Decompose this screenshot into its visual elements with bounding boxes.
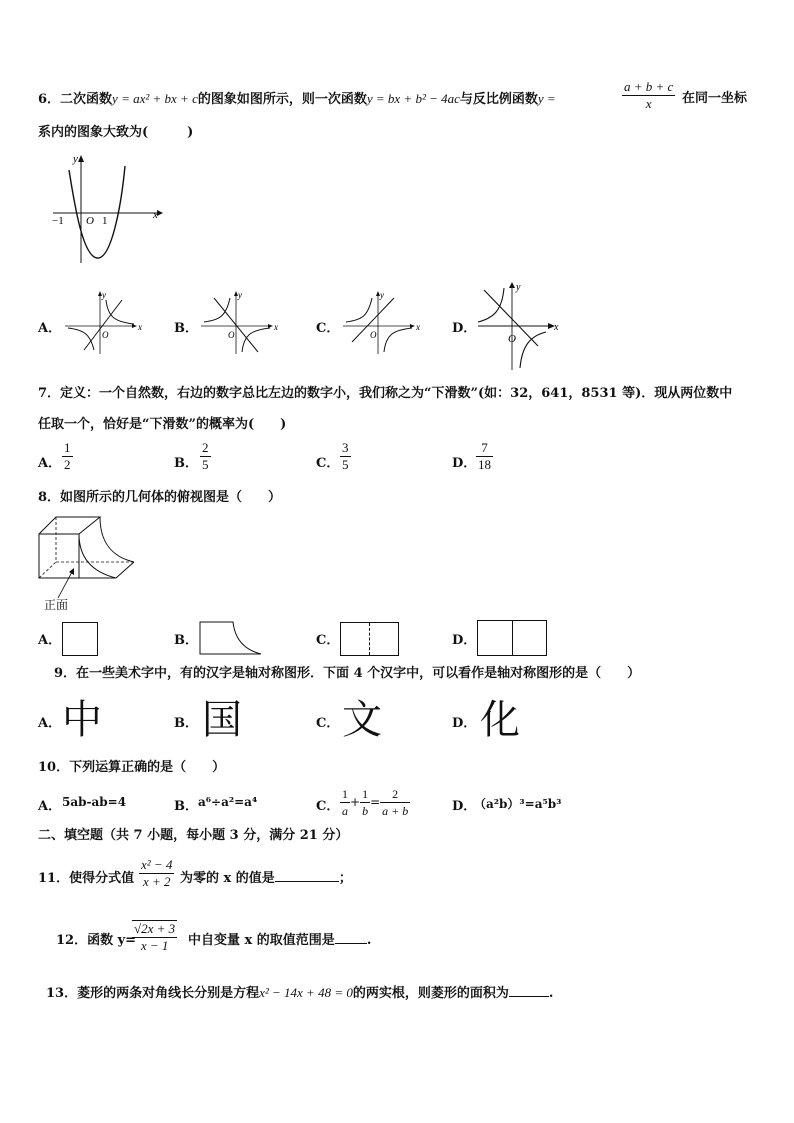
q7-b-den: 5 [202,457,209,472]
q12-end: . [366,933,372,948]
q6-option-b-graph [196,288,281,358]
q10-c-d2: b [362,804,369,818]
q13-prefix: 13．菱形的两条对角线长分别是方程 [46,986,260,1001]
q7-line1: 7．定义：一个自然数，右边的数字总比左边的数字小，我们称之为“下滑数”(如：32，641，8531 等)．现从两位数中 [38,386,733,401]
q6-option-d-label: D． [452,321,477,336]
q6-c-x-label: x [416,322,420,332]
q6-a-hyperbola-upper [106,300,134,324]
q7-line2: 任取一个，恰好是“下滑数”的概率为( ) [38,417,287,432]
q6-option-a-label: A． [38,321,62,336]
q8-option-a-square [62,622,98,656]
q6-b-hyperbola-lower [242,328,270,352]
q8-option-d-solid-line [512,621,513,655]
q9-option-d-char: 化 [480,697,520,743]
q7-a-den: 2 [64,457,71,472]
q6-quadratic-eq: y = ax² + bx + c [112,91,198,106]
q8-line1: 8．如图所示的几何体的俯视图是（ ） [38,490,282,505]
q12-fraction [132,920,177,954]
q6-a-x-label: x [138,322,142,332]
q9-line1: 9．在一些美术字中，有的汉字是轴对称图形．下面 4 个汉字中，可以看作是轴对称图形的是（ ） [54,666,641,681]
q10-option-c-expression [340,786,410,819]
q6-parabola-curve [69,166,125,258]
q9-option-c-char: 文 [342,697,382,743]
q7-option-a-label: A． [38,456,62,471]
q6-mid2: 与反比例函数 [459,92,538,107]
q11-fraction [139,857,174,890]
q7-option-c-label: C． [316,456,340,471]
q7-d-den: 18 [478,457,491,472]
q13-row [46,983,553,1004]
q10-c-n1: 1 [342,787,348,801]
q7-b-num: 2 [202,440,209,455]
q6-a-origin: O [102,330,109,340]
q10-option-a-label: A． [38,799,62,814]
q8-option-a-label: A． [38,633,62,648]
q10-option-b-label: B． [174,799,198,814]
q6-suffix: 在同一坐标 [682,91,748,106]
q6-line1 [38,86,556,112]
q7-option-a-fraction [62,440,73,473]
q9-option-a-char: 中 [62,697,102,743]
q10-option-d-label: D． [452,799,477,814]
q6-d-x-label: x [554,322,559,333]
q6-option-b-label: B． [174,321,198,336]
q6-option-c-graph [338,288,423,358]
q6-prefix: 6．二次函数 [38,92,113,107]
q13-suffix: 的两实根，则菱形的面积为 [352,986,509,1001]
q11-suffix: 为零的 x 的值是 [180,871,275,886]
q8-solid-figure [36,512,140,598]
q9-option-a-label: A． [38,716,62,731]
q10-c-frac1 [340,786,350,819]
q10-c-n2: 1 [362,787,369,801]
q12-suffix-row [188,931,371,951]
q9-option-b-char: 国 [202,697,242,743]
q11-num: x² − 4 [141,857,173,872]
q8-option-b-shape [199,620,263,656]
q12-answer-blank[interactable] [335,943,367,944]
q10-c-frac2 [360,786,370,819]
q6-linear-eq: y = bx + b² − 4ac [366,91,460,106]
q8-front-label: 正面 [44,598,69,612]
q8-option-c-dashed-line [369,623,370,655]
q11-answer-blank[interactable] [275,881,339,882]
q6-c-hyperbola-upper [346,298,372,322]
q10-c-n3: 2 [380,786,410,803]
q11-end: ； [338,871,352,886]
q13-equation: x² − 14x + 48 = 0 [259,985,353,1000]
q6-d-y-label: y [516,282,521,293]
q12-suffix: 中自变量 x 的取值范围是 [188,933,335,948]
q6-mid1: 的图象如图所示，则一次函数 [197,92,367,107]
q12-prefix: 12．函数 y= [56,933,137,948]
q10-option-b-text: a⁶÷a²=a⁴ [198,795,258,809]
q6-graph-y-arrow [78,155,84,162]
q6-graph-neg1: −1 [52,215,64,227]
q7-option-c-fraction [340,440,351,473]
q8-option-d-label: D． [452,633,477,648]
q6-option-a-graph [60,288,145,358]
q6-parabola-graph [45,148,175,268]
q10-option-d-text: （a²b）³=a⁵b³ [474,797,562,811]
q6-graph-one: 1 [102,215,108,227]
q9-option-d-label: D． [452,716,477,731]
q6-b-y-label: y [238,290,242,300]
q8-option-b-label: B． [174,633,198,648]
q6-d-origin: O [508,333,516,345]
q10-c-d3: a + b [382,804,409,818]
q10-c-d1: a [342,804,348,818]
q10-option-c-label: C． [316,799,340,814]
q6-graph-x-arrow [157,210,163,216]
q6-c-y-label: y [380,290,384,300]
q6-c-hyperbola-lower [384,328,412,352]
q6-a-hyperbola-lower [68,328,94,350]
q6-line2: 系内的图象大致为( ) [38,125,194,140]
q10-line1: 10．下列运算正确的是（ ） [38,760,226,775]
q10-c-eq: = [370,795,381,809]
q7-option-b-fraction [200,440,211,473]
q10-option-a-text: 5ab-ab=4 [62,795,127,809]
q11-den: x + 2 [142,874,171,889]
q6-graph-x-label: x [153,209,158,221]
q10-c-plus: + [350,795,361,809]
q11-prefix: 11．使得分式值 [38,871,135,886]
q7-option-b-label: B． [174,456,198,471]
q6-frac-numerator: a + b + c [624,79,674,94]
q13-answer-blank[interactable] [509,996,549,997]
q6-option-c-label: C． [316,321,340,336]
q6-a-linear-line [84,300,122,350]
q13-end: . [548,986,554,1001]
q6-c-origin: O [370,330,377,340]
q7-d-num: 7 [476,440,493,457]
q8-option-c-label: C． [316,633,340,648]
q7-c-den: 5 [342,457,349,472]
q12-num: √2x + 3 [134,921,176,936]
q7-c-num: 3 [342,440,349,455]
q7-a-num: 1 [64,440,71,455]
q8-option-c-rect [340,622,399,656]
q8-option-d-rect [477,620,547,656]
q6-a-y-label: y [102,290,106,300]
q12-den: x − 1 [140,938,169,953]
q6-option-d-graph [474,280,564,372]
q6-inverse-fraction [622,79,675,112]
q10-c-frac3 [380,786,410,819]
q6-d-hyperbola-lower [520,332,546,368]
q6-d-hyperbola-upper [478,288,504,322]
q9-option-b-label: B． [174,716,198,731]
q6-graph-y-label: y [73,153,78,165]
q6-b-x-label: x [274,322,278,332]
q6-frac-denominator: x [645,96,652,111]
q6-frac-lhs: y = [537,91,556,106]
q6-b-origin: O [228,330,235,340]
q11-suffix-row [180,869,352,889]
q7-option-d-label: D． [452,456,477,471]
q9-option-c-label: C． [316,716,340,731]
q6-graph-origin: O [86,215,94,227]
q7-option-d-fraction [476,440,493,473]
section2-title: 二、填空题（共 7 小题，每小题 3 分，满分 21 分） [38,828,349,843]
